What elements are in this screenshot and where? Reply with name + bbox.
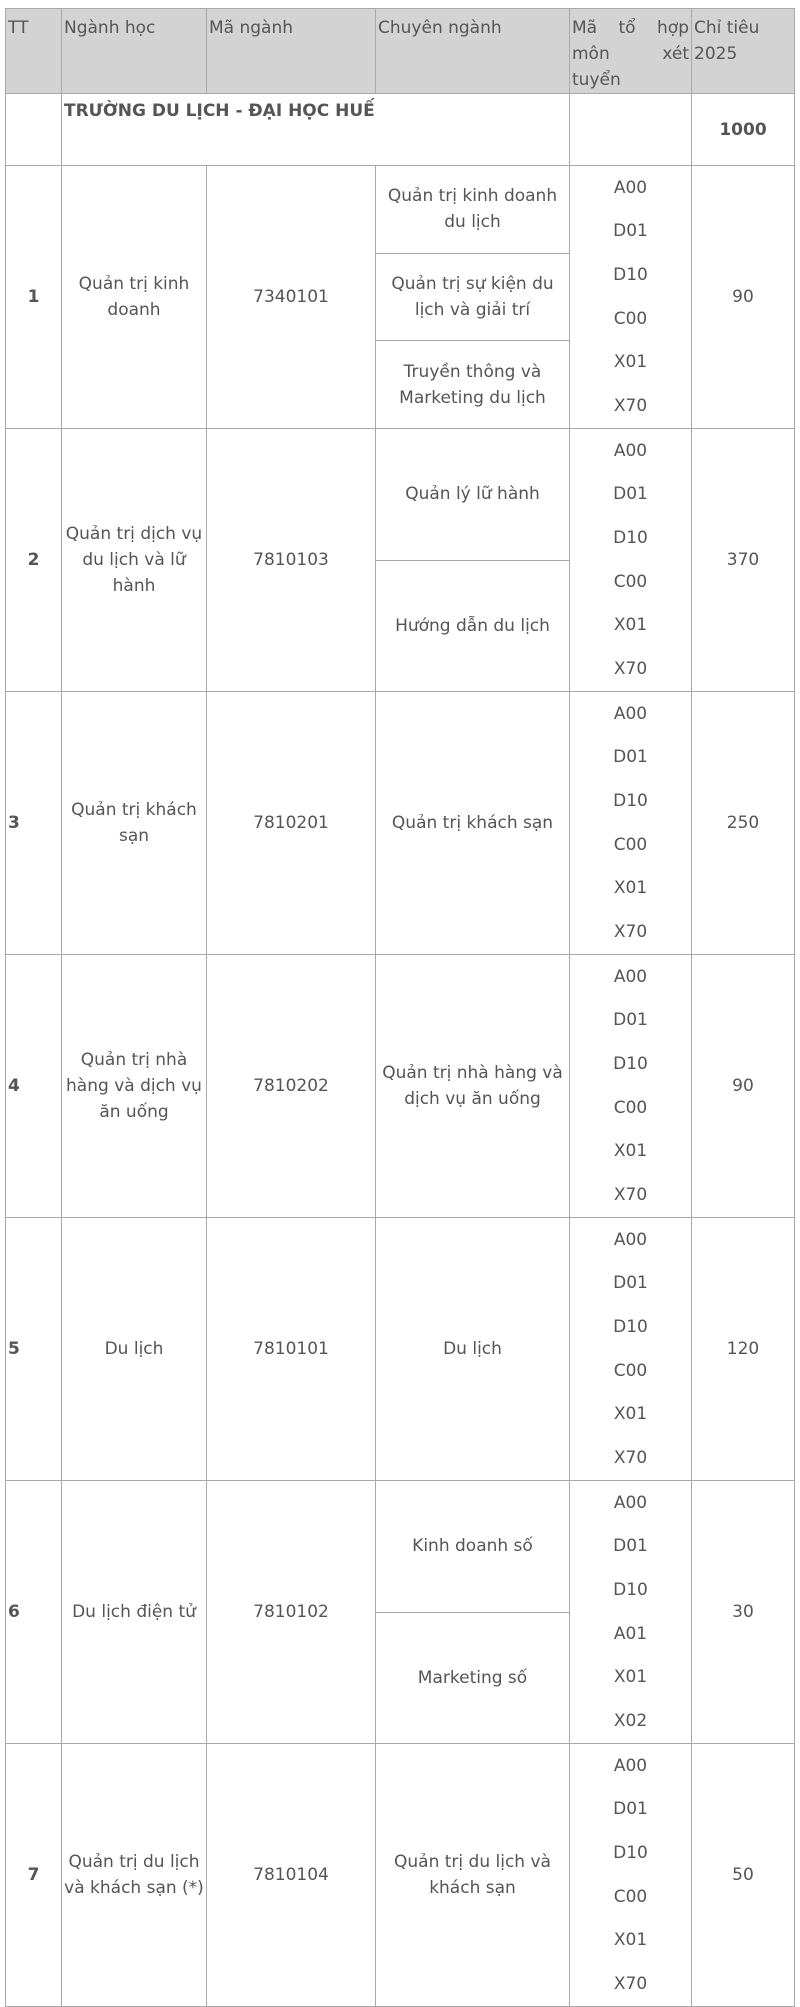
combo-code: A00 [613,703,648,724]
row-number: 3 [6,692,62,955]
major-code: 7810102 [207,1481,376,1744]
combo-code: X02 [613,1711,648,1732]
row-number: 6 [6,1481,62,1744]
combo-list [570,166,691,428]
row-number: 1 [6,166,62,429]
major-name: Du lịch điện tử [62,1481,207,1744]
combo-code: A00 [613,1755,648,1776]
combo-code: D10 [613,1580,648,1601]
table-row [6,1481,795,1744]
combo-code: A00 [613,966,648,987]
combo-code: X01 [613,1404,648,1425]
combo-list [570,955,691,1217]
specialization-cell [376,955,570,1218]
specialization-list [376,1481,569,1743]
specialization-cell [376,1481,570,1744]
combo-code: C00 [613,1097,648,1118]
combo-code: D01 [613,1273,648,1294]
specialization-list [376,1744,569,2006]
specialization-item: Du lịch [443,1339,502,1359]
specialization-item: Quản trị sự kiện du lịch và giải trí [376,253,569,341]
specialization-item: Quản trị kinh doanh du lịch [387,186,558,233]
major-name: Quản trị khách sạn [62,692,207,955]
combo-code: X01 [613,1141,648,1162]
major-code: 7810201 [207,692,376,955]
table-row [6,429,795,692]
combo-code: D01 [613,1799,648,1820]
major-name: Quản trị dịch vụ du lịch và lữ hành [62,429,207,692]
specialization-item: Quản trị khách sạn [391,813,554,833]
combo-code: A00 [613,1492,648,1513]
combo-code: X70 [613,396,648,417]
specialization-list [376,955,569,1217]
specialization-item: Kinh doanh số [412,1536,533,1557]
combo-code: C00 [613,308,648,329]
combo-code: A00 [613,177,648,198]
combo-code: C00 [613,1360,648,1381]
quota-value: 90 [692,166,795,429]
header-row [6,9,795,94]
combo-list [570,1481,691,1743]
specialization-cell [376,166,570,429]
major-code: 7810103 [207,429,376,692]
combo-code: D10 [613,1054,648,1075]
row-number: 5 [6,1218,62,1481]
combo-code: D10 [613,528,648,549]
school-tt-cell [6,94,62,166]
school-total-quota: 1000 [692,94,795,166]
combo-code: D10 [613,791,648,812]
header-major: Ngành học [62,9,207,94]
combo-code: D10 [613,1317,648,1338]
combo-cell [570,955,692,1218]
specialization-list [376,429,569,691]
specialization-item: Marketing số [376,1612,569,1743]
combo-code: X70 [613,659,648,680]
combo-cell [570,1481,692,1744]
header-code: Mã ngành [207,9,376,94]
school-row [6,94,795,166]
row-number: 7 [6,1744,62,2007]
table-row [6,692,795,955]
header-combo: Mã tổ hợp môn xét tuyển [570,9,692,94]
specialization-cell [376,429,570,692]
combo-list [570,692,691,954]
combo-cell [570,166,692,429]
table-row [6,166,795,429]
specialization-cell [376,692,570,955]
combo-code: X70 [613,922,648,943]
specialization-list [376,166,569,428]
specialization-item: Quản trị du lịch và khách sạn [394,1852,551,1898]
combo-cell [570,1744,692,2007]
row-number: 2 [6,429,62,692]
combo-cell [570,1218,692,1481]
specialization-item: Quản lý lữ hành [405,484,540,505]
combo-code: X01 [613,1667,648,1688]
combo-code: X70 [613,1448,648,1469]
combo-code: D10 [613,1843,648,1864]
major-code: 7810202 [207,955,376,1218]
combo-code: X01 [613,878,648,899]
specialization-list [376,1218,569,1480]
quota-value: 120 [692,1218,795,1481]
major-code: 7810101 [207,1218,376,1481]
specialization-list [376,692,569,954]
major-code: 7340101 [207,166,376,429]
combo-code: A01 [613,1623,648,1644]
combo-code: C00 [613,834,648,855]
admissions-table [5,8,795,2007]
specialization-item: Quản trị nhà hàng và dịch vụ ăn uống [382,1063,563,1109]
major-name: Quản trị kinh doanh [62,166,207,429]
combo-code: X01 [613,615,648,636]
combo-code: C00 [613,1886,648,1907]
combo-code: D01 [613,1010,648,1031]
row-number: 4 [6,955,62,1218]
combo-code: A00 [613,1229,648,1250]
quota-value: 370 [692,429,795,692]
school-name: TRƯỜNG DU LỊCH - ĐẠI HỌC HUẾ [62,94,570,166]
combo-code: C00 [613,571,648,592]
specialization-cell [376,1218,570,1481]
combo-list [570,429,691,691]
combo-code: D01 [613,1536,648,1557]
combo-code: D01 [613,221,648,242]
combo-cell [570,429,692,692]
specialization-item: Truyền thông và Marketing du lịch [376,341,569,428]
table-row [6,1744,795,2007]
combo-list [570,1218,691,1480]
combo-cell [570,692,692,955]
combo-code: X01 [613,352,648,373]
major-name: Quản trị nhà hàng và dịch vụ ăn uống [62,955,207,1218]
school-combo-cell [570,94,692,166]
combo-code: X70 [613,1185,648,1206]
combo-code: D01 [613,484,648,505]
quota-value: 250 [692,692,795,955]
quota-value: 30 [692,1481,795,1744]
table-row [6,955,795,1218]
combo-list [570,1744,691,2006]
header-specialization: Chuyên ngành [376,9,570,94]
header-tt: TT [6,9,62,94]
major-name: Quản trị du lịch và khách sạn (*) [62,1744,207,2007]
major-code: 7810104 [207,1744,376,2007]
quota-value: 90 [692,955,795,1218]
combo-code: D10 [613,265,648,286]
combo-code: D01 [613,747,648,768]
combo-code: X01 [613,1930,648,1951]
combo-code: X70 [613,1974,648,1995]
header-quota: Chỉ tiêu 2025 [692,9,795,94]
combo-code: A00 [613,440,648,461]
major-name: Du lịch [62,1218,207,1481]
quota-value: 50 [692,1744,795,2007]
specialization-cell [376,1744,570,2007]
table-row [6,1218,795,1481]
specialization-item: Hướng dẫn du lịch [376,560,569,691]
